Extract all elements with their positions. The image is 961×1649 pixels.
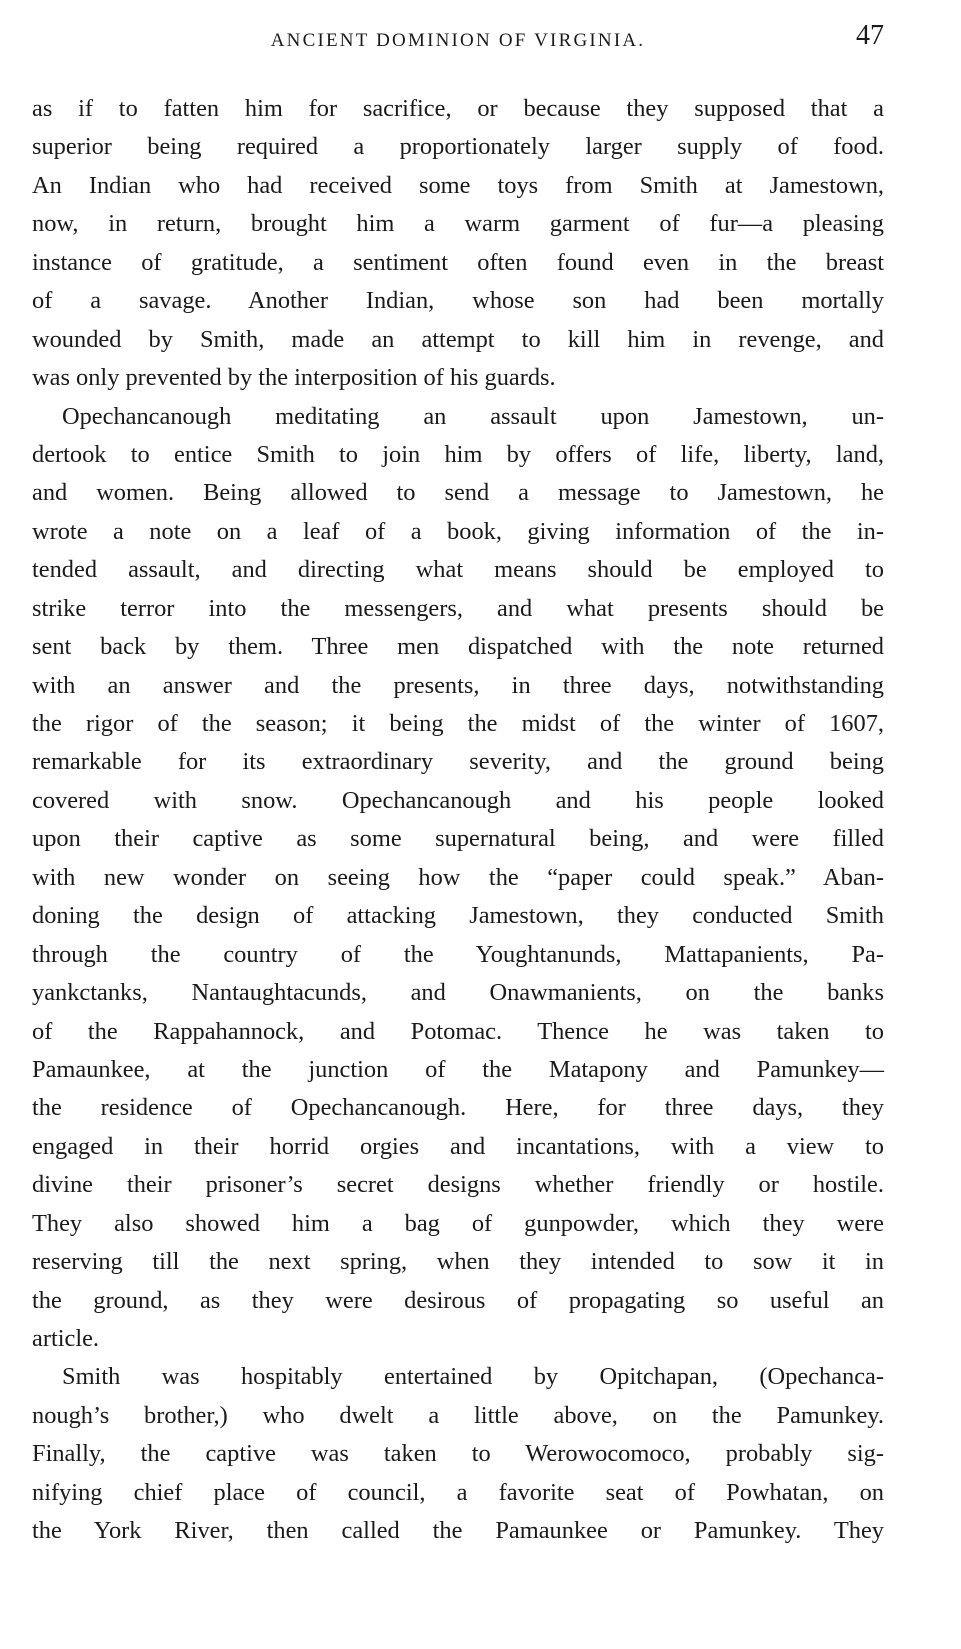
text-line: wrote a note on a leaf of a book, giving information of the in- — [32, 517, 884, 545]
text-line: now, in return, brought him a warm garment of fur—a pleasing — [32, 210, 884, 238]
text-line: An Indian who had received some toys from Smith at Jamestown, — [32, 171, 884, 199]
text-line: nifying chief place of council, a favorite seat of Powhatan, on — [32, 1478, 884, 1506]
text-line: They also showed him a bag of gunpowder, which they were — [32, 1209, 884, 1237]
text-line: the rigor of the season; it being the midst of the winter of 1607, — [32, 710, 884, 737]
text-line: doning the design of attacking Jamestown, they conducted Smith — [32, 902, 884, 930]
text-line: nough’s brother,) who dwelt a little above, on the Pamunkey. — [32, 1401, 884, 1429]
text-line: Smith was hospitably entertained by Opitchapan, (Opechanca- — [62, 1363, 884, 1391]
text-line: with new wonder on seeing how the “paper could speak.” Aban- — [32, 863, 884, 891]
text-line: dertook to entice Smith to join him by offers of life, liberty, land, — [32, 440, 884, 468]
book-page — [32, 0, 884, 1649]
text-line: Opechancanough meditating an assault upon Jamestown, un- — [62, 402, 884, 430]
text-line: the residence of Opechancanough. Here, for three days, they — [32, 1094, 884, 1122]
text-line: covered with snow. Opechancanough and his people looked — [32, 786, 884, 814]
running-title: ANCIENT DOMINION OF VIRGINIA. — [270, 30, 646, 51]
text-line: sent back by them. Three men dispatched with the note returned — [32, 633, 884, 661]
text-line: the York River, then called the Pamaunkee or Pamunkey. They — [32, 1517, 884, 1545]
text-line: through the country of the Youghtanunds, Mattapanients, Pa- — [32, 940, 884, 968]
text-line: tended assault, and directing what means should be employed to — [32, 556, 884, 584]
text-line: Pamaunkee, at the junction of the Matapony and Pamunkey— — [32, 1055, 884, 1083]
text-line: wounded by Smith, made an attempt to kill him in revenge, and — [32, 325, 884, 353]
text-line: reserving till the next spring, when they intended to sow it in — [32, 1248, 884, 1276]
text-line: with an answer and the presents, in three days, notwithstanding — [32, 671, 884, 699]
text-line: Finally, the captive was taken to Werowocomoco, probably sig- — [32, 1440, 884, 1468]
text-line: instance of gratitude, a sentiment often found even in the breast — [32, 248, 884, 276]
text-line: as if to fatten him for sacrifice, or because they supposed that a — [32, 95, 884, 122]
text-line: of the Rappahannock, and Potomac. Thence he was taken to — [32, 1017, 884, 1045]
body-text — [32, 90, 884, 1551]
text-line: was only prevented by the interposition of his guards. — [32, 364, 556, 392]
page-number: 47 — [856, 20, 884, 51]
text-line: of a savage. Another Indian, whose son had been mortally — [32, 287, 884, 315]
page-header — [32, 20, 884, 60]
text-line: upon their captive as some supernatural being, and were filled — [32, 825, 884, 853]
text-line: the ground, as they were desirous of propagating so useful an — [32, 1286, 884, 1314]
text-line: strike terror into the messengers, and what presents should be — [32, 594, 884, 622]
text-line: superior being required a proportionately larger supply of food. — [32, 133, 884, 161]
text-line: remarkable for its extraordinary severity, and the ground being — [32, 748, 884, 776]
text-line: engaged in their horrid orgies and incantations, with a view to — [32, 1132, 884, 1160]
text-line: divine their prisoner’s secret designs whether friendly or hostile. — [32, 1171, 884, 1199]
text-line: article. — [32, 1325, 100, 1352]
text-line: and women. Being allowed to send a message to Jamestown, he — [32, 479, 884, 507]
text-line: yankctanks, Nantaughtacunds, and Onawmanients, on the banks — [32, 979, 884, 1007]
